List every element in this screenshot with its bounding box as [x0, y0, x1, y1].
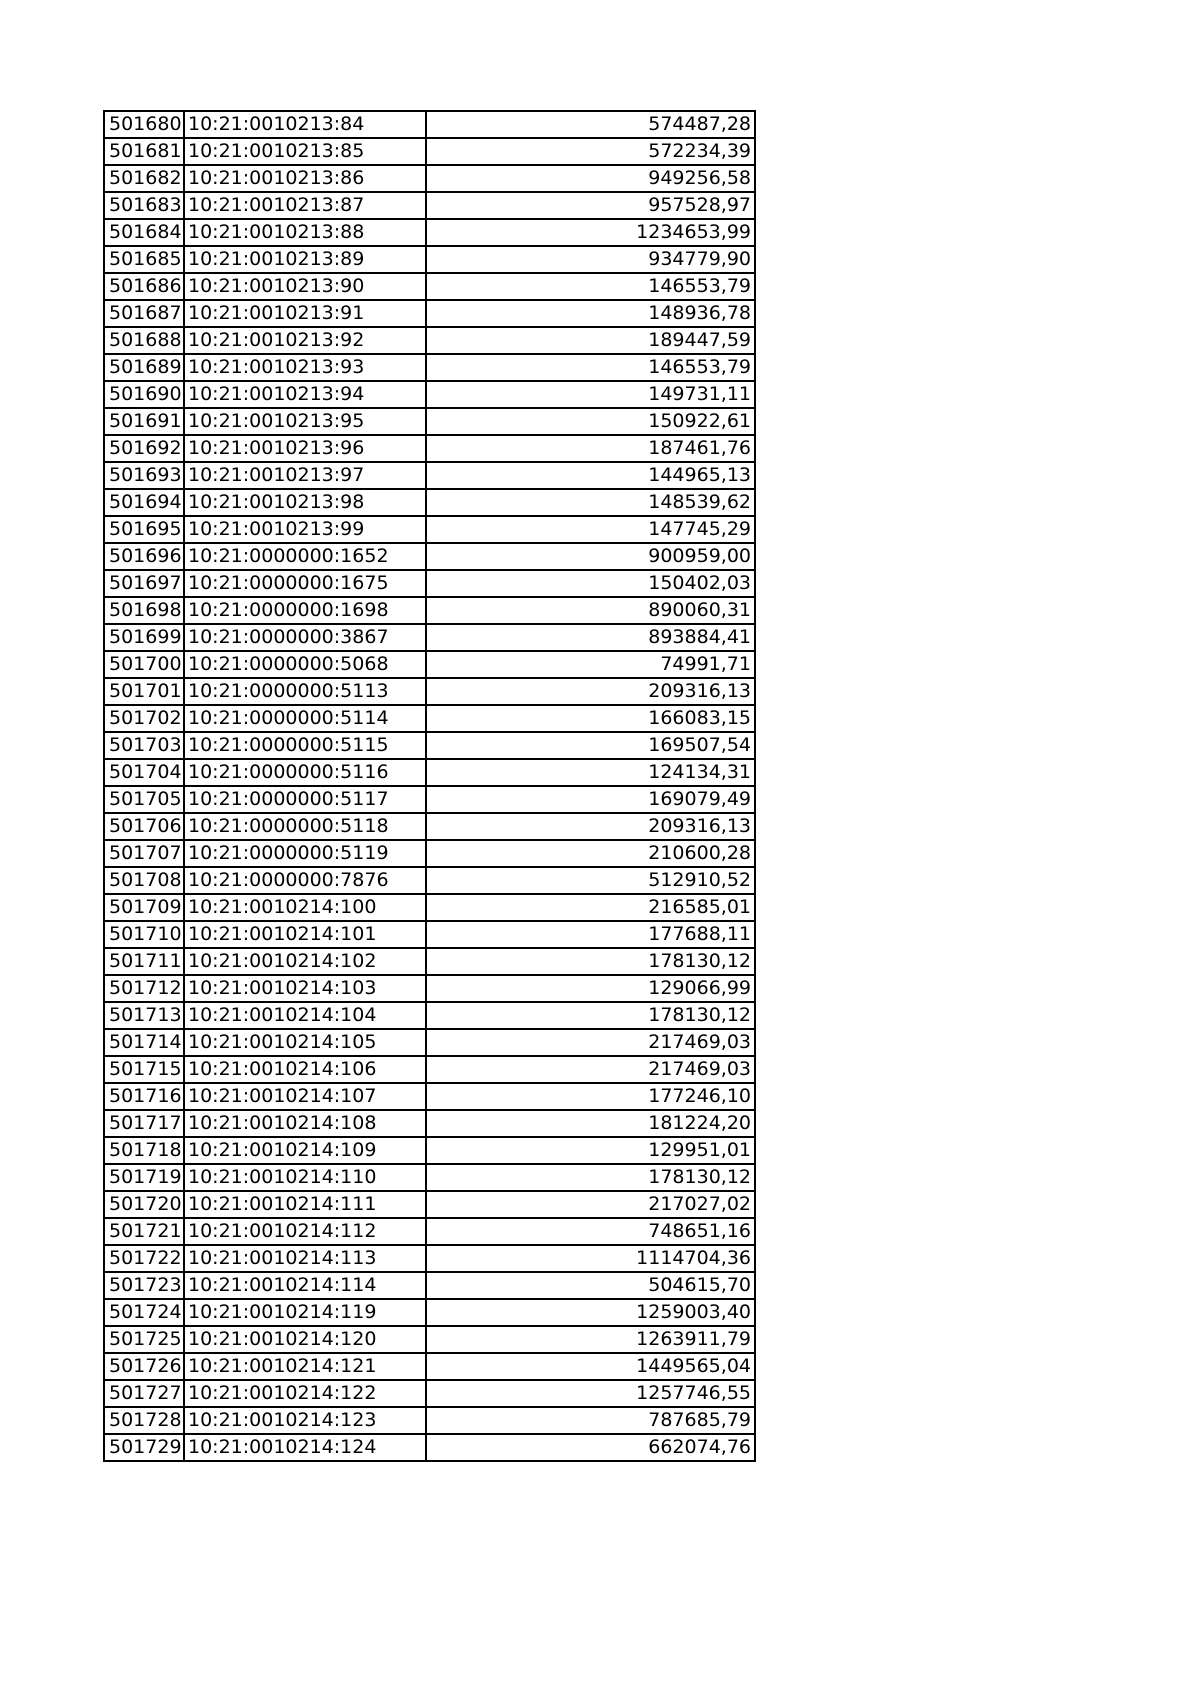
- table-row: [104, 246, 755, 273]
- amount-cell: 504615,70: [426, 1272, 755, 1299]
- code-cell: 10:21:0010214:101: [184, 921, 426, 948]
- amount-cell: 169507,54: [426, 732, 755, 759]
- amount-cell: 209316,13: [426, 678, 755, 705]
- amount-cell: 166083,15: [426, 705, 755, 732]
- code-cell: 10:21:0010213:92: [184, 327, 426, 354]
- amount-cell: 1449565,04: [426, 1353, 755, 1380]
- code-cell: 10:21:0010214:113: [184, 1245, 426, 1272]
- table-row: [104, 1029, 755, 1056]
- id-cell: 501705: [104, 786, 184, 813]
- code-cell: 10:21:0010213:90: [184, 273, 426, 300]
- id-cell: 501694: [104, 489, 184, 516]
- code-cell: 10:21:0010213:86: [184, 165, 426, 192]
- code-cell: 10:21:0000000:1675: [184, 570, 426, 597]
- table-body: [104, 111, 755, 1461]
- id-cell: 501722: [104, 1245, 184, 1272]
- id-cell: 501726: [104, 1353, 184, 1380]
- table-row: [104, 1380, 755, 1407]
- code-cell: 10:21:0010213:95: [184, 408, 426, 435]
- code-cell: 10:21:0010214:103: [184, 975, 426, 1002]
- table-row: [104, 975, 755, 1002]
- table-row: [104, 570, 755, 597]
- table-row: [104, 1245, 755, 1272]
- id-cell: 501729: [104, 1434, 184, 1461]
- table-row: [104, 1191, 755, 1218]
- id-cell: 501714: [104, 1029, 184, 1056]
- table-row: [104, 165, 755, 192]
- code-cell: 10:21:0000000:5118: [184, 813, 426, 840]
- amount-cell: 129066,99: [426, 975, 755, 1002]
- amount-cell: 146553,79: [426, 354, 755, 381]
- table-row: [104, 1164, 755, 1191]
- table-row: [104, 921, 755, 948]
- id-cell: 501710: [104, 921, 184, 948]
- id-cell: 501718: [104, 1137, 184, 1164]
- amount-cell: 574487,28: [426, 111, 755, 138]
- amount-cell: 949256,58: [426, 165, 755, 192]
- table-row: [104, 381, 755, 408]
- amount-cell: 150402,03: [426, 570, 755, 597]
- id-cell: 501717: [104, 1110, 184, 1137]
- code-cell: 10:21:0010214:124: [184, 1434, 426, 1461]
- table-row: [104, 786, 755, 813]
- amount-cell: 149731,11: [426, 381, 755, 408]
- table-row: [104, 867, 755, 894]
- code-cell: 10:21:0010213:91: [184, 300, 426, 327]
- code-cell: 10:21:0000000:5115: [184, 732, 426, 759]
- amount-cell: 957528,97: [426, 192, 755, 219]
- amount-cell: 1259003,40: [426, 1299, 755, 1326]
- code-cell: 10:21:0010213:88: [184, 219, 426, 246]
- id-cell: 501689: [104, 354, 184, 381]
- amount-cell: 74991,71: [426, 651, 755, 678]
- amount-cell: 150922,61: [426, 408, 755, 435]
- code-cell: 10:21:0010214:100: [184, 894, 426, 921]
- id-cell: 501708: [104, 867, 184, 894]
- table-row: [104, 1002, 755, 1029]
- id-cell: 501698: [104, 597, 184, 624]
- table-row: [104, 489, 755, 516]
- id-cell: 501715: [104, 1056, 184, 1083]
- id-cell: 501682: [104, 165, 184, 192]
- id-cell: 501711: [104, 948, 184, 975]
- table-row: [104, 300, 755, 327]
- table-row: [104, 543, 755, 570]
- amount-cell: 217469,03: [426, 1029, 755, 1056]
- table-row: [104, 273, 755, 300]
- amount-cell: 572234,39: [426, 138, 755, 165]
- code-cell: 10:21:0010213:93: [184, 354, 426, 381]
- code-cell: 10:21:0010213:84: [184, 111, 426, 138]
- code-cell: 10:21:0010214:121: [184, 1353, 426, 1380]
- code-cell: 10:21:0010214:109: [184, 1137, 426, 1164]
- table-row: [104, 1110, 755, 1137]
- id-cell: 501716: [104, 1083, 184, 1110]
- id-cell: 501720: [104, 1191, 184, 1218]
- code-cell: 10:21:0000000:1698: [184, 597, 426, 624]
- code-cell: 10:21:0000000:1652: [184, 543, 426, 570]
- id-cell: 501685: [104, 246, 184, 273]
- code-cell: 10:21:0010214:108: [184, 1110, 426, 1137]
- amount-cell: 662074,76: [426, 1434, 755, 1461]
- id-cell: 501686: [104, 273, 184, 300]
- code-cell: 10:21:0010214:105: [184, 1029, 426, 1056]
- code-cell: 10:21:0000000:5113: [184, 678, 426, 705]
- amount-cell: 217027,02: [426, 1191, 755, 1218]
- amount-cell: 748651,16: [426, 1218, 755, 1245]
- table-row: [104, 1434, 755, 1461]
- amount-cell: 169079,49: [426, 786, 755, 813]
- id-cell: 501696: [104, 543, 184, 570]
- table-row: [104, 732, 755, 759]
- id-cell: 501713: [104, 1002, 184, 1029]
- table-row: [104, 408, 755, 435]
- table-row: [104, 840, 755, 867]
- table-row: [104, 354, 755, 381]
- amount-cell: 934779,90: [426, 246, 755, 273]
- code-cell: 10:21:0000000:5119: [184, 840, 426, 867]
- id-cell: 501707: [104, 840, 184, 867]
- amount-cell: 210600,28: [426, 840, 755, 867]
- amount-cell: 148539,62: [426, 489, 755, 516]
- amount-cell: 787685,79: [426, 1407, 755, 1434]
- amount-cell: 890060,31: [426, 597, 755, 624]
- code-cell: 10:21:0010213:89: [184, 246, 426, 273]
- id-cell: 501691: [104, 408, 184, 435]
- code-cell: 10:21:0010214:122: [184, 1380, 426, 1407]
- table-row: [104, 678, 755, 705]
- id-cell: 501702: [104, 705, 184, 732]
- table-row: [104, 1326, 755, 1353]
- code-cell: 10:21:0010213:97: [184, 462, 426, 489]
- code-cell: 10:21:0010213:98: [184, 489, 426, 516]
- id-cell: 501681: [104, 138, 184, 165]
- code-cell: 10:21:0000000:5068: [184, 651, 426, 678]
- amount-cell: 1263911,79: [426, 1326, 755, 1353]
- code-cell: 10:21:0000000:5117: [184, 786, 426, 813]
- id-cell: 501693: [104, 462, 184, 489]
- id-cell: 501688: [104, 327, 184, 354]
- table-row: [104, 894, 755, 921]
- table-row: [104, 516, 755, 543]
- data-table: [103, 110, 756, 1462]
- id-cell: 501724: [104, 1299, 184, 1326]
- code-cell: 10:21:0010213:99: [184, 516, 426, 543]
- table-row: [104, 813, 755, 840]
- code-cell: 10:21:0010214:119: [184, 1299, 426, 1326]
- table-row: [104, 192, 755, 219]
- code-cell: 10:21:0010213:94: [184, 381, 426, 408]
- amount-cell: 187461,76: [426, 435, 755, 462]
- code-cell: 10:21:0000000:3867: [184, 624, 426, 651]
- table-row: [104, 1218, 755, 1245]
- amount-cell: 129951,01: [426, 1137, 755, 1164]
- amount-cell: 512910,52: [426, 867, 755, 894]
- code-cell: 10:21:0000000:7876: [184, 867, 426, 894]
- table-row: [104, 948, 755, 975]
- id-cell: 501725: [104, 1326, 184, 1353]
- id-cell: 501721: [104, 1218, 184, 1245]
- amount-cell: 1257746,55: [426, 1380, 755, 1407]
- code-cell: 10:21:0010214:111: [184, 1191, 426, 1218]
- code-cell: 10:21:0010214:110: [184, 1164, 426, 1191]
- amount-cell: 124134,31: [426, 759, 755, 786]
- id-cell: 501692: [104, 435, 184, 462]
- id-cell: 501709: [104, 894, 184, 921]
- amount-cell: 217469,03: [426, 1056, 755, 1083]
- amount-cell: 144965,13: [426, 462, 755, 489]
- table-row: [104, 651, 755, 678]
- amount-cell: 178130,12: [426, 1002, 755, 1029]
- amount-cell: 1114704,36: [426, 1245, 755, 1272]
- amount-cell: 189447,59: [426, 327, 755, 354]
- table-row: [104, 1137, 755, 1164]
- code-cell: 10:21:0010214:104: [184, 1002, 426, 1029]
- id-cell: 501712: [104, 975, 184, 1002]
- id-cell: 501723: [104, 1272, 184, 1299]
- code-cell: 10:21:0010213:85: [184, 138, 426, 165]
- table-row: [104, 759, 755, 786]
- id-cell: 501690: [104, 381, 184, 408]
- code-cell: 10:21:0010214:106: [184, 1056, 426, 1083]
- code-cell: 10:21:0010213:87: [184, 192, 426, 219]
- amount-cell: 146553,79: [426, 273, 755, 300]
- amount-cell: 177688,11: [426, 921, 755, 948]
- table-row: [104, 138, 755, 165]
- id-cell: 501706: [104, 813, 184, 840]
- amount-cell: 1234653,99: [426, 219, 755, 246]
- table-row: [104, 705, 755, 732]
- table-row: [104, 1056, 755, 1083]
- code-cell: 10:21:0010214:114: [184, 1272, 426, 1299]
- code-cell: 10:21:0010214:120: [184, 1326, 426, 1353]
- id-cell: 501684: [104, 219, 184, 246]
- table-row: [104, 624, 755, 651]
- code-cell: 10:21:0010214:107: [184, 1083, 426, 1110]
- amount-cell: 177246,10: [426, 1083, 755, 1110]
- id-cell: 501701: [104, 678, 184, 705]
- table-row: [104, 111, 755, 138]
- code-cell: 10:21:0010214:102: [184, 948, 426, 975]
- amount-cell: 178130,12: [426, 948, 755, 975]
- id-cell: 501680: [104, 111, 184, 138]
- id-cell: 501719: [104, 1164, 184, 1191]
- code-cell: 10:21:0010214:123: [184, 1407, 426, 1434]
- amount-cell: 148936,78: [426, 300, 755, 327]
- amount-cell: 216585,01: [426, 894, 755, 921]
- amount-cell: 893884,41: [426, 624, 755, 651]
- id-cell: 501727: [104, 1380, 184, 1407]
- id-cell: 501704: [104, 759, 184, 786]
- table-row: [104, 1407, 755, 1434]
- table-row: [104, 1272, 755, 1299]
- id-cell: 501683: [104, 192, 184, 219]
- code-cell: 10:21:0010213:96: [184, 435, 426, 462]
- id-cell: 501703: [104, 732, 184, 759]
- code-cell: 10:21:0010214:112: [184, 1218, 426, 1245]
- table-row: [104, 435, 755, 462]
- amount-cell: 147745,29: [426, 516, 755, 543]
- table-row: [104, 462, 755, 489]
- id-cell: 501700: [104, 651, 184, 678]
- amount-cell: 900959,00: [426, 543, 755, 570]
- table-row: [104, 597, 755, 624]
- code-cell: 10:21:0000000:5116: [184, 759, 426, 786]
- id-cell: 501687: [104, 300, 184, 327]
- amount-cell: 209316,13: [426, 813, 755, 840]
- table-row: [104, 1299, 755, 1326]
- id-cell: 501728: [104, 1407, 184, 1434]
- amount-cell: 178130,12: [426, 1164, 755, 1191]
- code-cell: 10:21:0000000:5114: [184, 705, 426, 732]
- id-cell: 501695: [104, 516, 184, 543]
- id-cell: 501697: [104, 570, 184, 597]
- table-row: [104, 1083, 755, 1110]
- id-cell: 501699: [104, 624, 184, 651]
- amount-cell: 181224,20: [426, 1110, 755, 1137]
- table-row: [104, 1353, 755, 1380]
- table-row: [104, 327, 755, 354]
- table-row: [104, 219, 755, 246]
